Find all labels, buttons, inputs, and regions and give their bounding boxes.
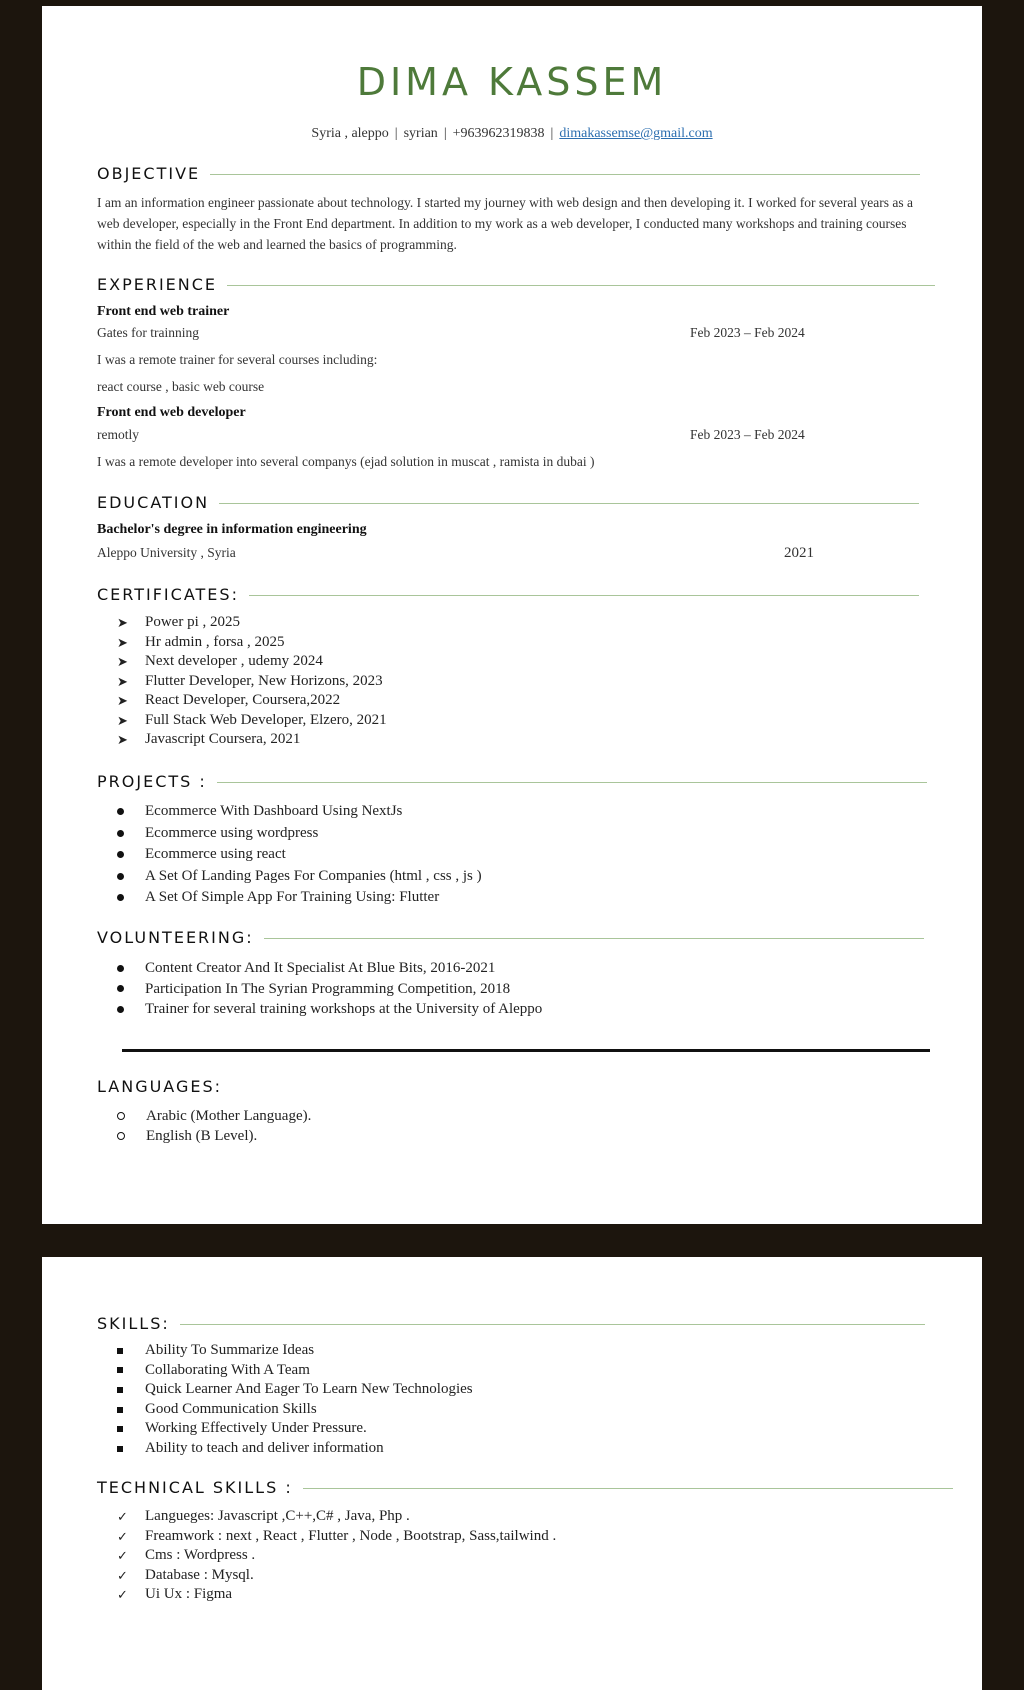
- skills-heading: [97, 1314, 925, 1333]
- objective-text: I am an information engineer passionate about technology. I started my journey with web design and then developing it. I worked for several years as a web developer, especially in the Front End department. In addition to my work as a web developer, I conducted many workshops and training courses within the field of the web and learned the basics of programming.: [97, 195, 913, 252]
- resume-page-1: [42, 6, 982, 1224]
- resume-page-2: [42, 1257, 982, 1690]
- square-bullet-icon: [117, 1446, 123, 1452]
- square-bullet-icon: [117, 1426, 123, 1432]
- bullet-icon: [117, 808, 124, 815]
- section-title: VOLUNTEERING:: [97, 928, 254, 947]
- objective-heading: [97, 164, 920, 183]
- section-rule: [219, 503, 919, 504]
- certificates-heading: [97, 585, 919, 604]
- list-item: English (B Level).: [117, 1126, 311, 1146]
- check-icon: ✓: [117, 1548, 128, 1564]
- languages-heading: [97, 1077, 222, 1096]
- separator: |: [443, 126, 447, 141]
- nationality: syrian: [403, 126, 438, 141]
- list-item: Ecommerce using react: [117, 844, 482, 866]
- square-bullet-icon: [117, 1348, 123, 1354]
- list-item: A Set Of Landing Pages For Companies (html , css , js ): [117, 866, 482, 888]
- bullet-icon: [117, 830, 124, 837]
- list-item: ✓ Langueges: Javascript ,C++,C# , Java, Php .: [117, 1507, 556, 1527]
- phone: +963962319838: [452, 126, 545, 141]
- list-item: Ability To Summarize Ideas: [117, 1341, 473, 1361]
- arrow-bullet-icon: ➤: [117, 693, 128, 708]
- list-item: Working Effectively Under Pressure.: [117, 1419, 473, 1439]
- bullet-icon: [117, 965, 124, 972]
- bullet-icon: [117, 851, 124, 858]
- check-icon: ✓: [117, 1528, 128, 1544]
- projects-heading: [97, 772, 927, 791]
- section-rule: [210, 174, 920, 175]
- experience-heading: [97, 275, 935, 294]
- graduation-year: 2021: [784, 545, 814, 561]
- section-title: OBJECTIVE: [97, 164, 201, 183]
- check-icon: ✓: [117, 1509, 128, 1524]
- job-dates: Feb 2023 – Feb 2024: [690, 325, 805, 340]
- education-heading: [97, 493, 919, 512]
- skills-list: [117, 1341, 473, 1459]
- arrow-bullet-icon: ➤: [117, 615, 128, 630]
- job-description: I was a remote developer into several companys (ejad solution in muscat , ramista in dubai ): [97, 454, 595, 469]
- section-title: TECHNICAL SKILLS :: [97, 1478, 293, 1497]
- list-item: ➤ Javascript Coursera, 2021: [117, 730, 387, 750]
- job-company: remotly: [97, 427, 139, 442]
- divider: [122, 1049, 930, 1052]
- list-item: Content Creator And It Specialist At Blue Bits, 2016-2021: [117, 958, 542, 979]
- circle-bullet-icon: [117, 1112, 125, 1120]
- list-item: Quick Learner And Eager To Learn New Technologies: [117, 1380, 473, 1400]
- job-role: Front end web trainer: [97, 304, 230, 319]
- certificates-list: [117, 613, 387, 750]
- list-item: ✓ Database : Mysql.: [117, 1566, 556, 1586]
- list-item: ➤ Power pi , 2025: [117, 613, 387, 633]
- job-role: Front end web developer: [97, 405, 246, 420]
- bullet-icon: [117, 1006, 124, 1013]
- section-title: PROJECTS :: [97, 772, 207, 791]
- square-bullet-icon: [117, 1367, 123, 1373]
- bullet-icon: [117, 985, 124, 992]
- list-item: ✓ Freamwork : next , React , Flutter , Node , Bootstrap, Sass,tailwind .: [117, 1527, 556, 1547]
- list-item: ➤ Full Stack Web Developer, Elzero, 2021: [117, 711, 387, 731]
- job-dates: Feb 2023 – Feb 2024: [690, 427, 805, 442]
- bullet-icon: [117, 873, 124, 880]
- circle-bullet-icon: [117, 1132, 125, 1140]
- list-item: Participation In The Syrian Programming Competition, 2018: [117, 979, 542, 1000]
- section-rule: [217, 782, 927, 783]
- technical-skills-list: [117, 1507, 556, 1605]
- list-item: Collaborating With A Team: [117, 1361, 473, 1381]
- list-item: Ability to teach and deliver information: [117, 1439, 473, 1459]
- job-description: I was a remote trainer for several courses including:: [97, 352, 378, 367]
- school: Aleppo University , Syria: [97, 545, 236, 560]
- email-link[interactable]: dimakassemse@gmail.com: [559, 126, 713, 141]
- list-item: Arabic (Mother Language).: [117, 1106, 311, 1126]
- list-item: Ecommerce With Dashboard Using NextJs: [117, 801, 482, 823]
- list-item: ➤ Next developer , udemy 2024: [117, 652, 387, 672]
- job-description: react course , basic web course: [97, 379, 265, 394]
- check-icon: ✓: [117, 1587, 128, 1603]
- list-item: Ecommerce using wordpress: [117, 823, 482, 845]
- check-icon: ✓: [117, 1567, 128, 1583]
- job-company: Gates for trainning: [97, 325, 199, 340]
- separator: |: [550, 126, 554, 141]
- section-rule: [227, 285, 935, 286]
- contact-line: [42, 126, 982, 142]
- square-bullet-icon: [117, 1407, 123, 1413]
- degree: Bachelor's degree in information engineering: [97, 522, 367, 537]
- projects-list: [117, 801, 482, 909]
- list-item: Good Communication Skills: [117, 1400, 473, 1420]
- section-rule: [180, 1324, 925, 1325]
- square-bullet-icon: [117, 1387, 123, 1393]
- list-item: ✓ Ui Ux : Figma: [117, 1585, 556, 1605]
- arrow-bullet-icon: ➤: [117, 654, 128, 669]
- list-item: A Set Of Simple App For Training Using: Flutter: [117, 887, 482, 909]
- languages-list: [117, 1106, 311, 1146]
- arrow-bullet-icon: ➤: [117, 732, 128, 747]
- section-rule: [249, 595, 919, 596]
- section-title: EXPERIENCE: [97, 275, 218, 294]
- section-rule: [303, 1488, 953, 1489]
- technical-skills-heading: [97, 1478, 953, 1497]
- volunteering-heading: [97, 928, 924, 947]
- section-rule: [264, 938, 924, 939]
- list-item: ➤ React Developer, Coursera,2022: [117, 691, 387, 711]
- section-title: EDUCATION: [97, 493, 210, 512]
- candidate-name: DIMA KASSEM: [356, 60, 668, 104]
- volunteering-list: [117, 958, 542, 1020]
- bullet-icon: [117, 894, 124, 901]
- list-item: Trainer for several training workshops at the University of Aleppo: [117, 999, 542, 1020]
- section-title: SKILLS:: [97, 1314, 170, 1333]
- arrow-bullet-icon: ➤: [117, 712, 128, 728]
- list-item: ➤ Flutter Developer, New Horizons, 2023: [117, 672, 387, 692]
- separator: |: [394, 126, 398, 141]
- list-item: ➤ Hr admin , forsa , 2025: [117, 633, 387, 653]
- section-title: CERTIFICATES:: [97, 585, 239, 604]
- section-title: LANGUAGES:: [97, 1077, 223, 1096]
- arrow-bullet-icon: ➤: [117, 634, 128, 650]
- list-item: ✓ Cms : Wordpress .: [117, 1546, 556, 1566]
- arrow-bullet-icon: ➤: [117, 673, 128, 689]
- location: Syria , aleppo: [311, 126, 389, 141]
